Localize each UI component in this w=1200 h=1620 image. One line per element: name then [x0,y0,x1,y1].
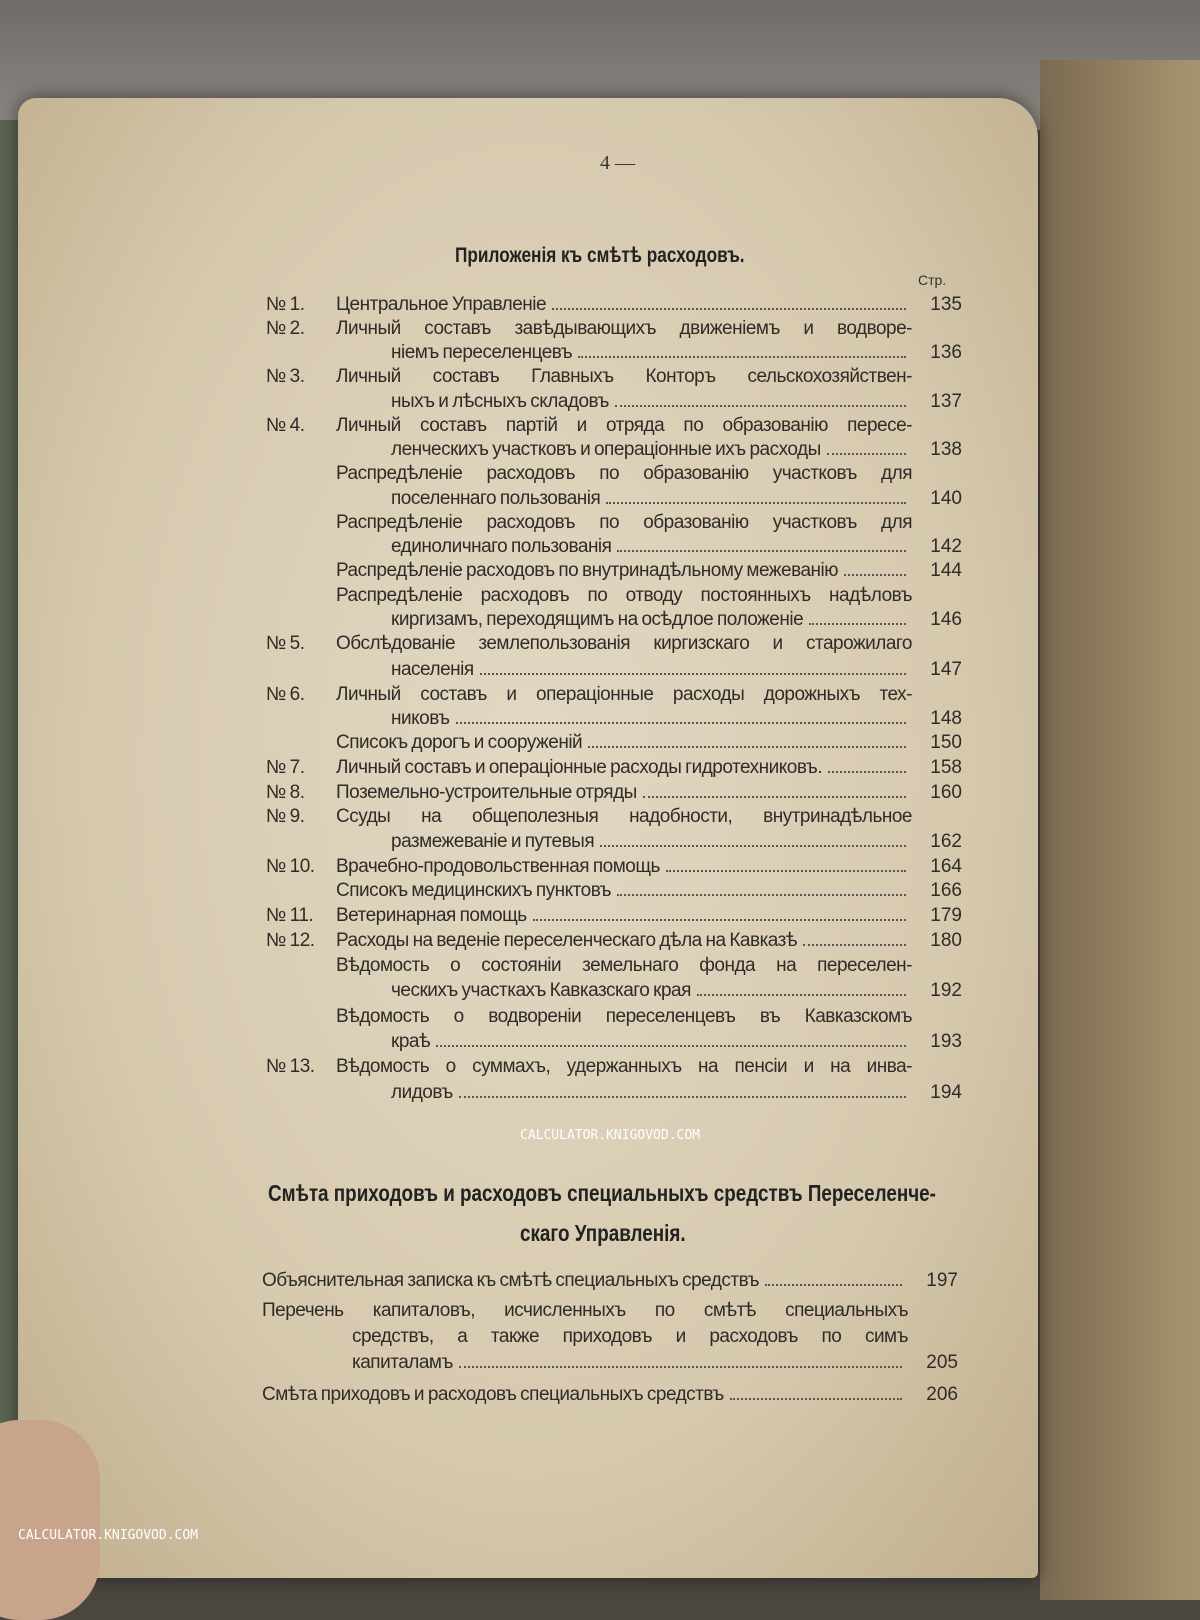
entry-text: Ветеринарная помощь [336,905,527,926]
toc-entry-continued [266,342,962,364]
entry-page: 138 [930,439,962,460]
toc-entry [266,806,962,828]
toc-entry [262,1270,958,1292]
toc-entry [266,633,962,655]
page-number: 4 — [600,152,635,174]
toc-entry-continued [266,439,962,461]
dot-leader [730,1397,902,1400]
entry-text: капиталамъ [352,1352,453,1373]
entry-page: 144 [930,560,962,581]
entry-page: 137 [930,391,962,412]
entry-text: ныхъ и лѣсныхъ складовъ [391,391,609,412]
toc-entry [266,930,962,952]
toc-entry-continued [266,609,962,631]
entry-text: краѣ [391,1031,431,1052]
entry-text: поселеннаго пользованія [391,488,601,509]
toc-entry-continued [266,1031,962,1053]
dot-leader [459,1365,902,1368]
toc-entry [266,1056,962,1078]
dot-leader [480,672,906,675]
entry-number: № 12. [266,930,315,951]
entry-number: № 1. [266,294,305,315]
section-title-special-funds: Смѣта приходовъ и расходовъ специальныхъ средствъ Переселенче- [268,1180,936,1206]
toc-entry [266,782,962,804]
dot-leader [643,795,906,798]
toc-entry-continued [266,980,962,1002]
entry-number: № 9. [266,806,305,827]
entry-number: № 6. [266,684,305,705]
toc-subentry [266,463,962,485]
entry-text: Перечень капиталовъ, исчисленныхъ по смѣтѣ специальныхъ [262,1300,908,1321]
entry-text: киргизамъ, переходящимъ на осѣдлое положеніе [391,609,804,630]
toc-entry [266,366,962,388]
entry-text: лидовъ [391,1082,453,1103]
entry-page: 206 [926,1384,958,1405]
toc-entry [262,1300,958,1322]
toc-entry-continued [266,708,962,730]
entry-text: Распредѣленіе расходовъ по внутринадѣльному межеванію [336,560,838,581]
dot-leader [436,1044,906,1047]
dot-leader [588,745,906,748]
toc-entry [266,905,962,927]
entry-number: № 8. [266,782,305,803]
toc-subentry [266,585,962,607]
dot-leader [578,355,906,358]
entry-page: 146 [930,609,962,630]
entry-text: ленческихъ участковъ и операціонные ихъ расходы [391,439,821,460]
toc-entry [266,856,962,878]
dot-leader [844,573,906,576]
entry-page: 135 [930,294,962,315]
toc-subentry [266,880,962,902]
dot-leader [803,943,906,946]
entry-number: № 5. [266,633,305,654]
entry-text: Поземельно-устроительные отряды [336,782,637,803]
entry-number: № 10. [266,856,315,877]
entry-text: средствъ, а также приходовъ и расходовъ по симъ [352,1326,908,1347]
entry-page: 142 [930,536,962,557]
entry-page: 194 [930,1082,962,1103]
entry-text: Расходы на веденіе переселенческаго дѣла на Кавказѣ [336,930,798,951]
dot-leader [533,918,906,921]
dot-leader [617,893,906,896]
toc-entry-continued [266,391,962,413]
dot-leader [456,721,906,724]
entry-number: № 4. [266,415,305,436]
toc-subentry [266,732,962,754]
dot-leader [615,404,906,407]
entry-text: Списокъ медицинскихъ пунктовъ [336,880,612,901]
entry-page: 193 [930,1031,962,1052]
entry-number: № 11. [266,905,314,926]
adjacent-page [1040,60,1200,1600]
dot-leader [552,307,906,310]
entry-text: Распредѣленіе расходовъ по образованію участковъ для [336,463,912,484]
entry-text: Ссуды на общеполезныя надобности, внутринадѣльное [336,806,912,827]
entry-page: 147 [930,659,962,680]
dot-leader [666,869,906,872]
dot-leader [809,622,906,625]
entry-number: № 2. [266,318,305,339]
toc-subentry [266,560,962,582]
toc-entry-continued [266,536,962,558]
entry-page: 179 [930,905,962,926]
entry-page: 180 [930,930,962,951]
toc-entry [266,318,962,340]
entry-page: 164 [930,856,962,877]
entry-text: Личный составъ Главныхъ Конторъ сельскохозяйствен- [336,366,912,387]
entry-text: Личный составъ завѣдывающихъ движеніемъ и водворе- [336,318,912,339]
entry-text: Вѣдомость о суммахъ, удержанныхъ на пенсіи и на инва- [336,1056,912,1077]
entry-number: № 7. [266,757,305,778]
section-title-special-funds-continued: скаго Управленія. [520,1220,686,1246]
entry-page: 148 [930,708,962,729]
entry-text: Личный составъ партій и отряда по образованію пересе- [336,415,912,436]
toc-subentry [266,1006,962,1028]
toc-entry-continued [352,1326,958,1348]
entry-page: 197 [926,1270,958,1291]
entry-page: 166 [930,880,962,901]
entry-number: № 13. [266,1056,315,1077]
watermark-center: CALCULATOR.KNIGOVOD.COM [520,1128,701,1143]
toc-entry-continued [352,1352,958,1374]
toc-entry [266,415,962,437]
dot-leader [459,1095,906,1098]
entry-page: 162 [930,831,962,852]
entry-text: Объяснительная записка къ смѣтѣ специальныхъ средствъ [262,1270,759,1291]
entry-page: 158 [930,757,962,778]
entry-text: Вѣдомость о водвореніи переселенцевъ въ Кавказскомъ [336,1006,912,1027]
dot-leader [606,501,906,504]
entry-text: Центральное Управленіе [336,294,547,315]
entry-text: ніемъ переселенцевъ [391,342,573,363]
toc-subentry [266,512,962,534]
section-title-appendices: Приложенія къ смѣтѣ расходовъ. [455,244,745,267]
entry-page: 205 [926,1352,958,1373]
entry-text: ческихъ участкахъ Кавказскаго края [391,980,691,1001]
entry-text: Личный составъ и операціонные расходы дорожныхъ тех- [336,684,912,705]
dot-leader [600,844,906,847]
dot-leader [828,770,906,773]
dot-leader [617,549,906,552]
entry-page: 140 [930,488,962,509]
entry-text: Смѣта приходовъ и расходовъ специальныхъ средствъ [262,1384,724,1405]
finger [0,1420,100,1620]
toc-entry-continued [266,831,962,853]
entry-text: Вѣдомость о состояніи земельнаго фонда на переселен- [336,955,912,976]
entry-page: 160 [930,782,962,803]
entry-page: 136 [930,342,962,363]
dot-leader [765,1283,902,1286]
toc-entry [266,757,962,779]
entry-text: Списокъ дорогъ и сооруженій [336,732,583,753]
dot-leader [697,993,906,996]
dot-leader [827,452,906,455]
entry-text: единоличнаго пользованія [391,536,612,557]
entry-text: никовъ [391,708,450,729]
toc-entry-continued [266,488,962,510]
entry-text: размежеваніе и путевыя [391,831,595,852]
entry-page: 150 [930,732,962,753]
toc-entry [266,294,962,316]
entry-page: 192 [930,980,962,1001]
toc-subentry [266,955,962,977]
page-column-header: Стр. [918,272,947,288]
entry-text: Личный составъ и операціонные расходы гидротехниковъ. [336,757,822,778]
entry-text: Распредѣленіе расходовъ по отводу постоянныхъ надѣловъ [336,585,912,606]
toc-entry-continued [266,659,962,681]
toc-entry-continued [266,1082,962,1104]
entry-text: Врачебно-продовольственная помощь [336,856,660,877]
watermark-corner: CALCULATOR.KNIGOVOD.COM [18,1528,199,1543]
entry-text: Обслѣдованіе землепользованія киргизскаго и старожилаго [336,633,912,654]
entry-number: № 3. [266,366,305,387]
entry-text: Распредѣленіе расходовъ по образованію участковъ для [336,512,912,533]
entry-text: населенія [391,659,474,680]
toc-entry [262,1384,958,1406]
toc-entry [266,684,962,706]
